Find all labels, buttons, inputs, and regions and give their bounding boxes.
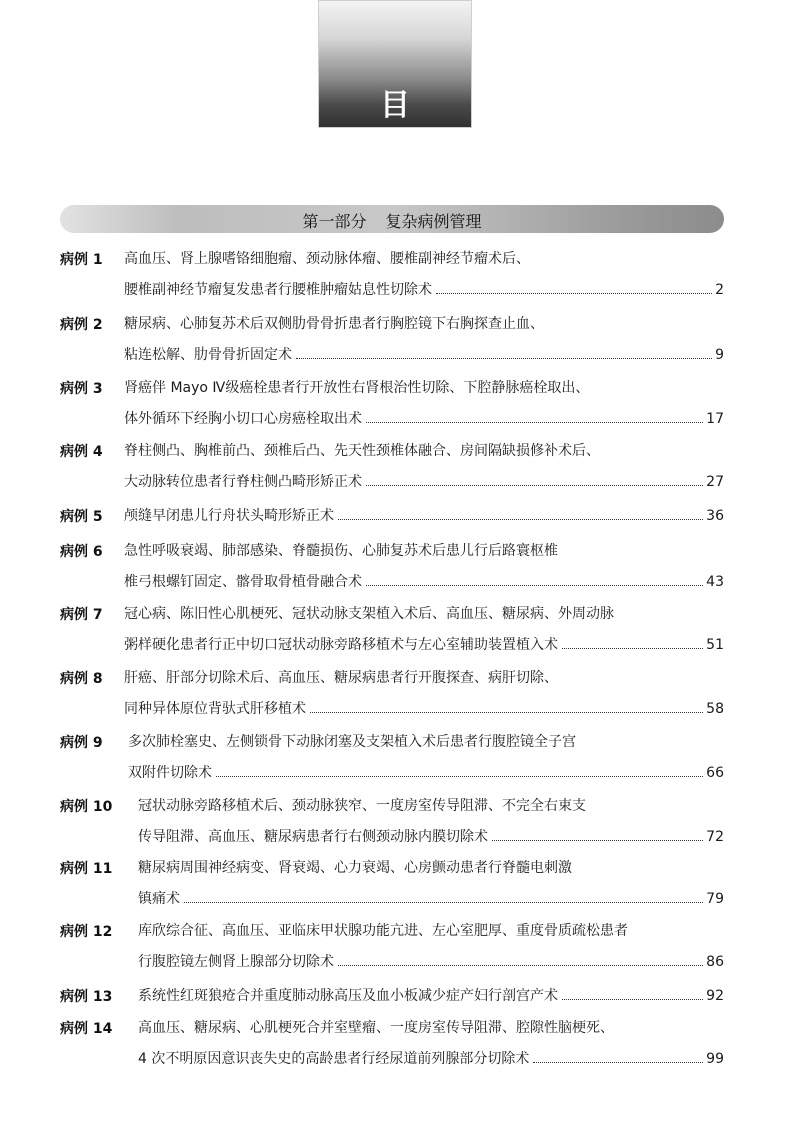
entry-line-2 [128,763,724,783]
entry-line-1: 急性呼吸衰竭、肺部感染、脊髓损伤、心肺复苏术后患儿行后路寰枢椎 [124,543,558,559]
case-label: 病例 13 [60,989,113,1005]
section-header-bar [60,205,724,233]
entry-line-1: 肾癌伴 Mayo Ⅳ级癌栓患者行开放性右肾根治性切除、下腔静脉癌栓取出、 [124,380,590,396]
entry-line-2 [124,472,724,492]
entry-line-2 [138,889,724,909]
entry-line-1: 肝癌、肝部分切除术后、高血压、糖尿病患者行开腹探查、病肝切除、 [124,670,558,686]
case-label: 病例 4 [60,444,103,460]
entry-line-2-text: 体外循环下经胸小切口心房癌栓取出术 [124,411,362,427]
entry-line-2-text: 4 次不明原因意识丧失史的高龄患者行经尿道前列腺部分切除术 [138,1051,530,1067]
leader-dots [296,357,712,359]
page-number: 27 [706,474,724,490]
case-label: 病例 1 [60,252,103,268]
leader-dots [216,775,703,777]
case-label: 病例 5 [60,509,103,525]
page-number: 51 [706,637,724,653]
entry-line-1 [138,986,724,1006]
leader-dots [338,518,703,520]
entry-line-2 [124,572,724,592]
leader-dots [184,901,703,903]
entry-line-2-text: 腰椎副神经节瘤复发患者行腰椎肿瘤姑息性切除术 [124,282,432,298]
page-number: 72 [706,829,724,845]
leader-dots [436,292,712,294]
page-number: 43 [706,574,724,590]
case-label: 病例 7 [60,607,103,623]
case-label: 病例 2 [60,317,103,333]
entry-line-2-text: 粥样硬化患者行正中切口冠状动脉旁路移植术与左心室辅助装置植入术 [124,637,558,653]
entry-line-2 [124,345,724,365]
case-label: 病例 14 [60,1021,113,1037]
page-number: 9 [715,347,724,363]
leader-dots [492,839,703,841]
entry-line-1: 多次肺栓塞史、左侧锁骨下动脉闭塞及支架植入术后患者行腹腔镜全子宫 [128,734,576,750]
entry-line-2-text: 同种异体原位背驮式肝移植术 [124,701,306,717]
entry-line-1: 冠心病、陈旧性心肌梗死、冠状动脉支架植入术后、高血压、糖尿病、外周动脉 [124,606,614,622]
case-label: 病例 10 [60,799,113,815]
entry-line-2 [124,635,724,655]
entry-line-1: 糖尿病周围神经病变、肾衰竭、心力衰竭、心房颤动患者行脊髓电刺激 [138,860,572,876]
entry-line-2 [124,699,724,719]
leader-dots [366,484,703,486]
case-label: 病例 6 [60,544,103,560]
entry-line-2-text: 椎弓根螺钉固定、髂骨取骨植骨融合术 [124,574,362,590]
entry-line-2 [138,952,724,972]
entry-line-2-text: 大动脉转位患者行脊柱侧凸畸形矫正术 [124,474,362,490]
entry-line-2-text: 粘连松解、肋骨骨折固定术 [124,347,292,363]
case-label: 病例 8 [60,671,103,687]
entry-line-1: 冠状动脉旁路移植术后、颈动脉狭窄、一度房室传导阻滞、不完全右束支 [138,798,586,814]
entry-line-1-text: 颅缝早闭患儿行舟状头畸形矫正术 [124,508,334,524]
leader-dots [562,647,703,649]
entry-line-1: 高血压、肾上腺嗜铬细胞瘤、颈动脉体瘤、腰椎副神经节瘤术后、 [124,251,530,267]
leader-dots [366,584,703,586]
entry-line-1: 脊柱侧凸、胸椎前凸、颈椎后凸、先天性颈椎体融合、房间隔缺损修补术后、 [124,443,600,459]
entry-line-2-text: 行腹腔镜左侧肾上腺部分切除术 [138,954,334,970]
entry-line-1: 库欣综合征、高血压、亚临床甲状腺功能亢进、左心室肥厚、重度骨质疏松患者 [138,923,628,939]
entry-line-1: 糖尿病、心肺复苏术后双侧肋骨骨折患者行胸腔镜下右胸探查止血、 [124,316,544,332]
entry-line-1: 高血压、糖尿病、心肌梗死合并室壁瘤、一度房室传导阻滞、腔隙性脑梗死、 [138,1020,614,1036]
case-label: 病例 3 [60,381,103,397]
entry-line-1-text: 系统性红斑狼疮合并重度肺动脉高压及血小板减少症产妇行剖宫产术 [138,988,558,1004]
entry-line-1 [124,506,724,526]
leader-dots [562,998,703,1000]
page-number: 79 [706,891,724,907]
entry-line-2 [138,1049,724,1069]
entry-line-2-text: 双附件切除术 [128,765,212,781]
entry-line-2-text: 传导阻滞、高血压、糖尿病患者行右侧颈动脉内膜切除术 [138,829,488,845]
section-title: 第一部分 复杂病例管理 [302,212,482,231]
page-number: 2 [715,282,724,298]
page-number: 66 [706,765,724,781]
page-number: 58 [706,701,724,717]
case-label: 病例 12 [60,924,113,940]
page-title: 目 录 [380,88,432,167]
leader-dots [338,964,703,966]
entry-line-2 [138,827,724,847]
case-label: 病例 11 [60,861,113,877]
page-number: 17 [706,411,724,427]
entry-line-2-text: 镇痛术 [138,891,180,907]
leader-dots [533,1061,703,1063]
leader-dots [366,421,703,423]
page-number: 99 [706,1051,724,1067]
leader-dots [310,711,703,713]
page-number: 36 [706,508,724,524]
page-number: 92 [706,988,724,1004]
entry-line-2 [124,280,724,300]
entry-line-2 [124,409,724,429]
page-number: 86 [706,954,724,970]
title-banner [318,0,472,167]
case-label: 病例 9 [60,735,103,751]
